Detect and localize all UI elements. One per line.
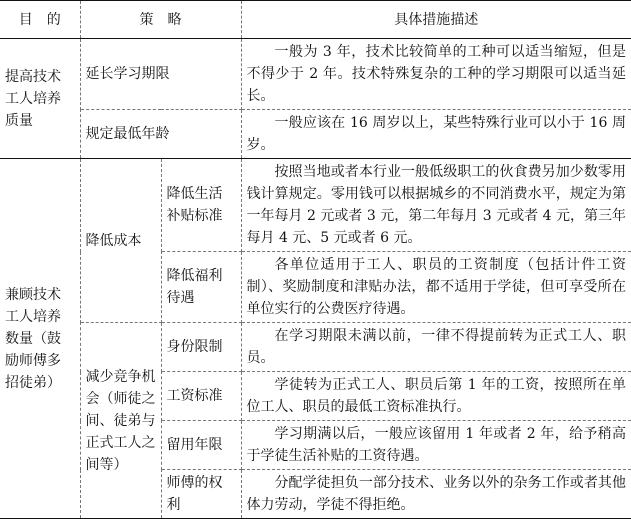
purpose-cell: 兼顾技术工人培养数量（鼓励师傅多招徒弟）: [0, 159, 80, 519]
table-row: [0, 323, 631, 372]
description-cell: 一般为 3 年，技术比较简单的工种可以适当缩短，但是不得少于 2 年。技术特殊复杂的工种的学习期限可以适当延长。: [241, 39, 631, 110]
measure-cell: 身份限制: [161, 323, 241, 372]
strategy-cell: 减少竞争机会（师徒之间、徒弟与正式工人之间等）: [80, 323, 161, 519]
strategy-cell: 规定最低年龄: [80, 110, 241, 159]
description-cell: 一般应该在 16 周岁以上，某些特殊行业可以小于 16 周岁。: [241, 110, 631, 159]
header-strategy: 策 略: [80, 1, 241, 39]
measure-cell: 降低福利待遇: [161, 252, 241, 323]
measure-cell: 降低生活补贴标准: [161, 159, 241, 252]
table-row: [0, 39, 631, 110]
description-cell: 学徒转为正式工人、职员后第 1 年的工资，按照所在单位工人、职员的最低工资标准执行。: [241, 372, 631, 421]
table-row: [0, 110, 631, 159]
description-cell: 分配学徒担负一部分技术、业务以外的杂务工作或者其他体力劳动，学徒不得拒绝。: [241, 470, 631, 519]
description-cell: 按照当地或者本行业一般低级职工的伙食费另加少数零用钱计算规定。零用钱可以根据城乡的不同消费水平，规定为第一年每月 2 元或者 3 元，第二年每月 3 元或者 4 元，第三年每月 4 元、5 元或者 6 元。: [241, 159, 631, 252]
purpose-cell: 提高技术工人培养质量: [0, 39, 80, 159]
table-header-row: [0, 1, 631, 39]
measure-cell: 师傅的权利: [161, 470, 241, 519]
header-description: 具体措施描述: [241, 1, 631, 39]
description-cell: 学习期满以后，一般应该留用 1 年或者 2 年，给予稍高于学徒生活补贴的工资待遇。: [241, 421, 631, 470]
description-cell: 各单位适用于工人、职员的工资制度（包括计件工资制）、奖励制度和津贴办法，都不适用于学徒，但可享受所在单位实行的公费医疗待遇。: [241, 252, 631, 323]
header-purpose: 目 的: [0, 1, 80, 39]
strategy-cell: 降低成本: [80, 159, 161, 323]
table-row: [0, 159, 631, 252]
description-cell: 在学习期限未满以前，一律不得提前转为正式工人、职员。: [241, 323, 631, 372]
measure-cell: 留用年限: [161, 421, 241, 470]
measure-cell: 工资标准: [161, 372, 241, 421]
strategy-cell: 延长学习期限: [80, 39, 241, 110]
